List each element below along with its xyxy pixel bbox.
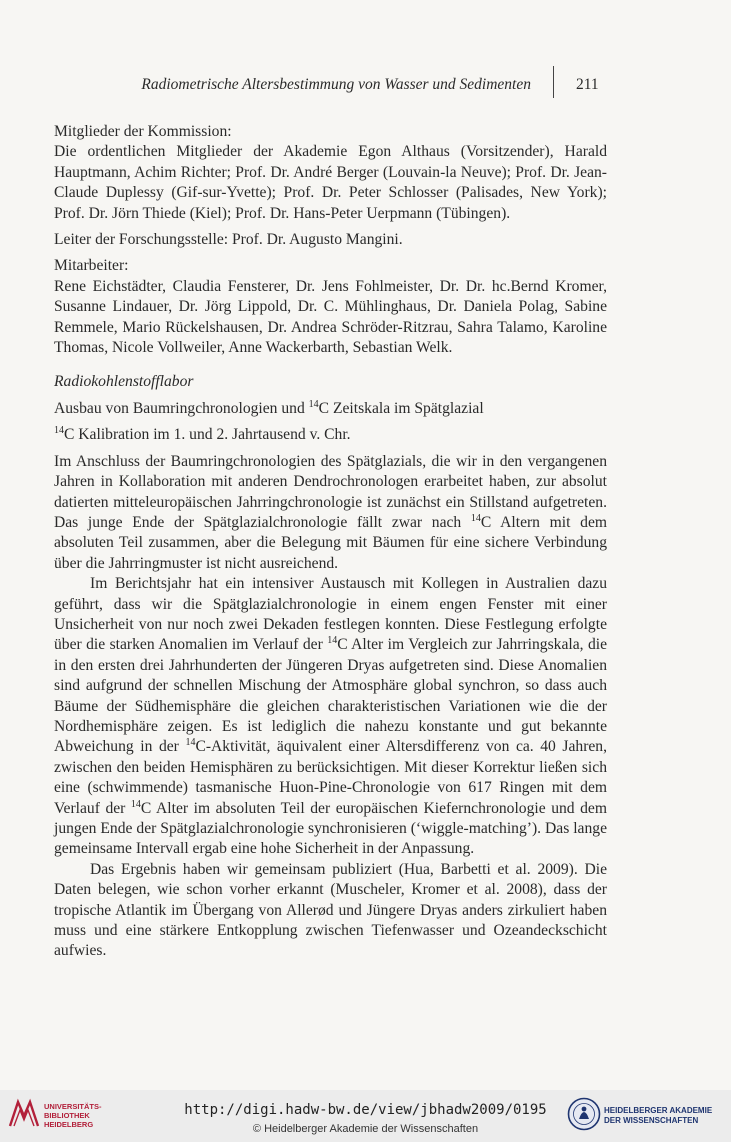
running-title: Radiometrische Altersbestimmung von Wasser und Sedimenten (141, 76, 531, 93)
commission-text: Die ordentlichen Mitglieder der Akademie Egon Althaus (Vorsitzender), Harald Hauptmann, Achim Richter; Prof. Dr. André Berger (Louvain-la Neuve); Prof. Dr. Jean-Claude Duplessy (Gif-sur-Yvette); Prof. Dr. Peter Schlosser (Palisades, New York); Prof. Dr. Jörn Thiede (Kiel); Prof. Dr. Hans-Peter Uerpmann (Tübingen). (54, 143, 607, 222)
section-title: Radiokohlenstofflabor (54, 373, 194, 391)
header-divider (553, 66, 554, 98)
copyright-notice: © Heidelberger Akademie der Wissenschaften (252, 1123, 479, 1135)
paragraph-2: Im Berichtsjahr hat ein intensiver Austausch mit Kollegen in Australien dazu geführt, dass wir die Spätglazialchronologie in einem engen Fenster mit einer Unsicherheit von nur noch zwei Dekaden festlegen konnten. Diese Festlegung erfolgte über die starken Anomalien im Verlauf der $^{14}$C Alter im Vergleich zur Jahrringskala, die in den ersten drei Jahrhunderten der Jüngeren Dryas aufgetreten sind. Diese Anomalien sind aufgrund der schnellen Mischung der Atmosphäre global synchron, so dass auch Bäume der Südhemisphäre die gleichen charakteristischen Variationen wie die der Nordhemisphäre zeigen. Es ist lediglich die nahezu konstante und gut bekannte Abweichung in der $^{14}$C-Aktivität, äquivalent einer Altersdifferenz von ca. 40 Jahren, zwischen den beiden Hemisphären zu berücksichtigen. Mit dieser Korrektur ließen sich eine (schwimmende) tasmanische Huon-Pine-Chronologie von 617 Ringen mit dem Verlauf der $^{14}$C Alter im absoluten Teil der europäischen Kiefernchronologie und dem jungen Ende der Spätglazialchronologie synchronisieren (‘wiggle-matching’). Das lange gemeinsame Intervall ergab eine hohe Sicherheit in der Anpassung. (54, 575, 608, 858)
page-body (54, 122, 607, 962)
page-header (0, 76, 731, 100)
source-url-link[interactable]: http://digi.hadw-bw.de/view/jbhadw2009/0195 (184, 1102, 547, 1118)
subtitle-1: Ausbau von Baumringchronologien und $^{14}$C Zeitskala im Spätglazial (54, 398, 484, 417)
library-name: UNIVERSITÄTS- BIBLIOTHEK HEIDELBERG (44, 1102, 102, 1129)
academy-seal-icon (567, 1097, 601, 1131)
paragraph-1: Im Anschluss der Baumringchronologien des Spätglazials, die wir in den vergangenen Jahren in Kollaboration mit anderen Dendrochronologen erarbeitet haben, zur absolut datierten mitteleuropäischen Jahrringchronologie ist zunächst ein Stillstand aufgetreten. Das junge Ende der Spätglazialchronologie fällt zwar nach $^{14}$C Altern mit dem absoluten Teil zusammen, aber die Belegung mit Bäumen für eine sichere Verbindung über die Jahrringmuster ist nicht ausreichend. (54, 452, 607, 572)
leader-line: Leiter der Forschungsstelle: Prof. Dr. Augusto Mangini. (54, 231, 403, 249)
subtitle-2: $^{14}$C Kalibration im 1. und 2. Jahrtausend v. Chr. (54, 425, 351, 444)
staff-label: Mitarbeiter: (54, 257, 129, 275)
digitization-footer (0, 1090, 731, 1142)
paragraph-3: Das Ergebnis haben wir gemeinsam publiziert (Hua, Barbetti et al. 2009). Die Daten belegen, wie schon vorher erkannt (Muscheler, Kromer et al. 2008), dass der tropische Atlantik im Übergang von Allerød und Jüngere Dryas anders zirkuliert haben muss und eine stärkere Entkopplung zwischen Tiefenwasser und Ozeandeckschicht aufwies. (54, 860, 607, 960)
page-number: 211 (576, 76, 599, 93)
academy-name: HEIDELBERGER AKADEMIE DER WISSENSCHAFTEN (604, 1106, 713, 1125)
staff-text: Rene Eichstädter, Claudia Fensterer, Dr. Jens Fohlmeister, Dr. Dr. hc.Bernd Kromer, Susanne Lindauer, Dr. Jörg Lippold, Dr. C. Mühlinghaus, Dr. Daniela Polag, Sabine Remmele, Mario Rückelshausen, Dr. Andrea Schröder-Ritzrau, Sahra Talamo, Karoline Thomas, Nicole Vollweiler, Anne Wackerbarth, Sebastian Welk. (54, 277, 607, 357)
commission-label: Mitglieder der Kommission: (54, 123, 232, 140)
